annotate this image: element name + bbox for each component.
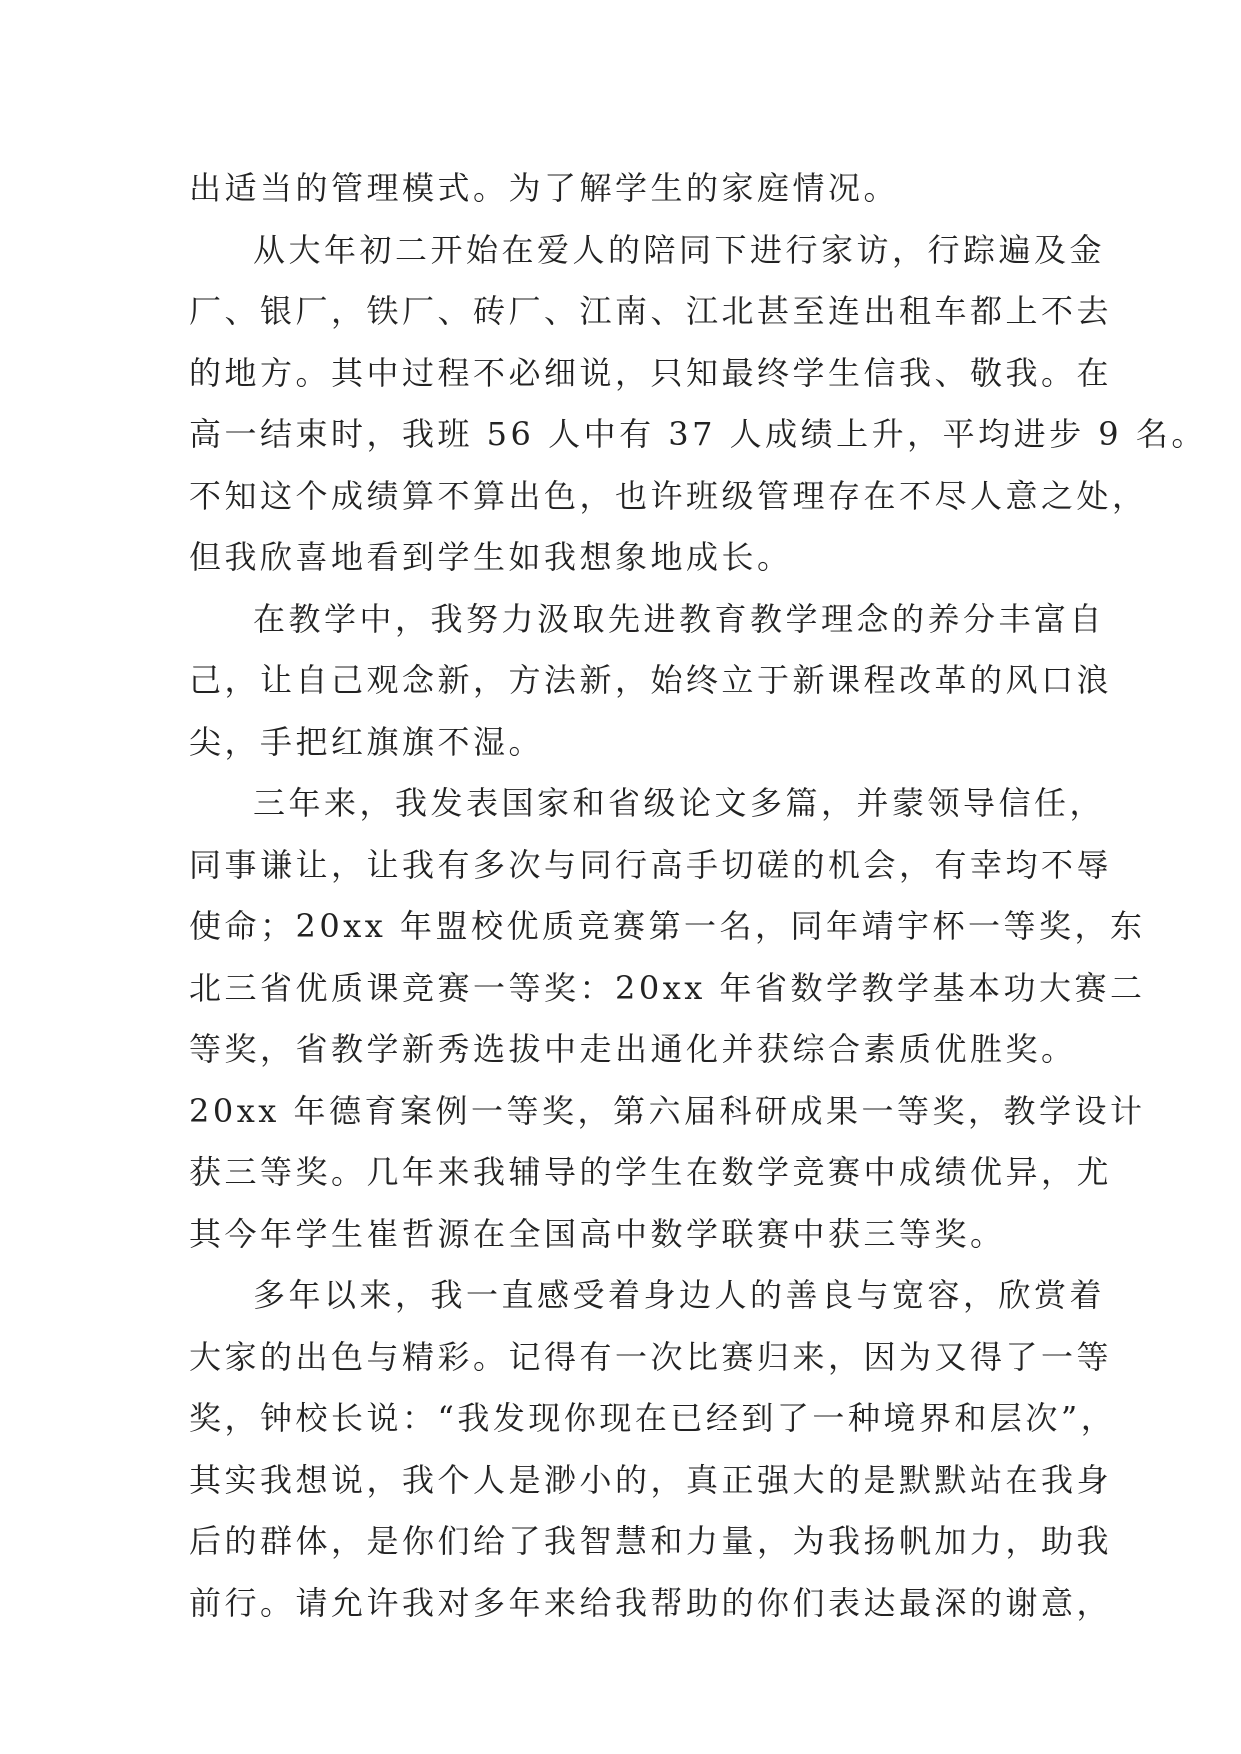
text-line: 后的群体，是你们给了我智慧和力量，为我扬帆加力，助我 [189, 1522, 1113, 1560]
text-line: 20xx 年德育案例一等奖，第六届科研成果一等奖，教学设计 [189, 1091, 1146, 1130]
body-text [189, 158, 1207, 1634]
text-line: 但我欣喜地看到学生如我想象地成长。 [189, 538, 793, 576]
text-line: 出适当的管理模式。为了解学生的家庭情况。 [189, 169, 900, 207]
text-line: 三年来，我发表国家和省级论文多篇，并蒙领导信任， [253, 784, 1106, 822]
text-line: 厂、银厂，铁厂、砖厂、江南、江北甚至连出租车都上不去 [189, 292, 1113, 330]
text-line: 奖，钟校长说：“我发现你现在已经到了一种境界和层次”， [189, 1399, 1117, 1437]
text-line: 多年以来，我一直感受着身边人的善良与宽容，欣赏着 [253, 1276, 1106, 1314]
text-line: 在教学中，我努力汲取先进教育教学理念的养分丰富自 [253, 599, 1106, 638]
text-line: 前行。请允许我对多年来给我帮助的你们表达最深的谢意， [189, 1583, 1113, 1622]
text-line: 己，让自己观念新，方法新，始终立于新课程改革的风口浪 [189, 661, 1113, 699]
text-line: 其今年学生崔哲源在全国高中数学联赛中获三等奖。 [189, 1214, 1006, 1253]
text-line: 获三等奖。几年来我辅导的学生在数学竞赛中成绩优异，尤 [189, 1153, 1113, 1191]
text-line: 其实我想说，我个人是渺小的，真正强大的是默默站在我身 [189, 1460, 1113, 1499]
text-line: 的地方。其中过程不必细说，只知最终学生信我、敬我。在 [189, 353, 1113, 392]
text-line: 尖，手把红旗旗不湿。 [189, 722, 545, 761]
text-line: 大家的出色与精彩。记得有一次比赛归来，因为又得了一等 [189, 1337, 1113, 1376]
text-line: 从大年初二开始在爱人的陪同下进行家访，行踪遍及金 [253, 230, 1106, 269]
text-line: 同事谦让，让我有多次与同行高手切磋的机会，有幸均不辱 [189, 845, 1113, 884]
text-line: 等奖，省教学新秀选拔中走出通化并获综合素质优胜奖。 [189, 1030, 1077, 1068]
text-line: 不知这个成绩算不算出色，也许班级管理存在不尽人意之处， [189, 476, 1148, 515]
text-line: 高一结束时，我班 56 人中有 37 人成绩上升，平均进步 9 名。 [189, 415, 1207, 453]
text-line: 使命；20xx 年盟校优质竞赛第一名，同年靖宇杯一等奖，东 [189, 907, 1146, 945]
text-line: 北三省优质课竞赛一等奖：20xx 年省数学教学基本功大赛二 [189, 968, 1146, 1007]
